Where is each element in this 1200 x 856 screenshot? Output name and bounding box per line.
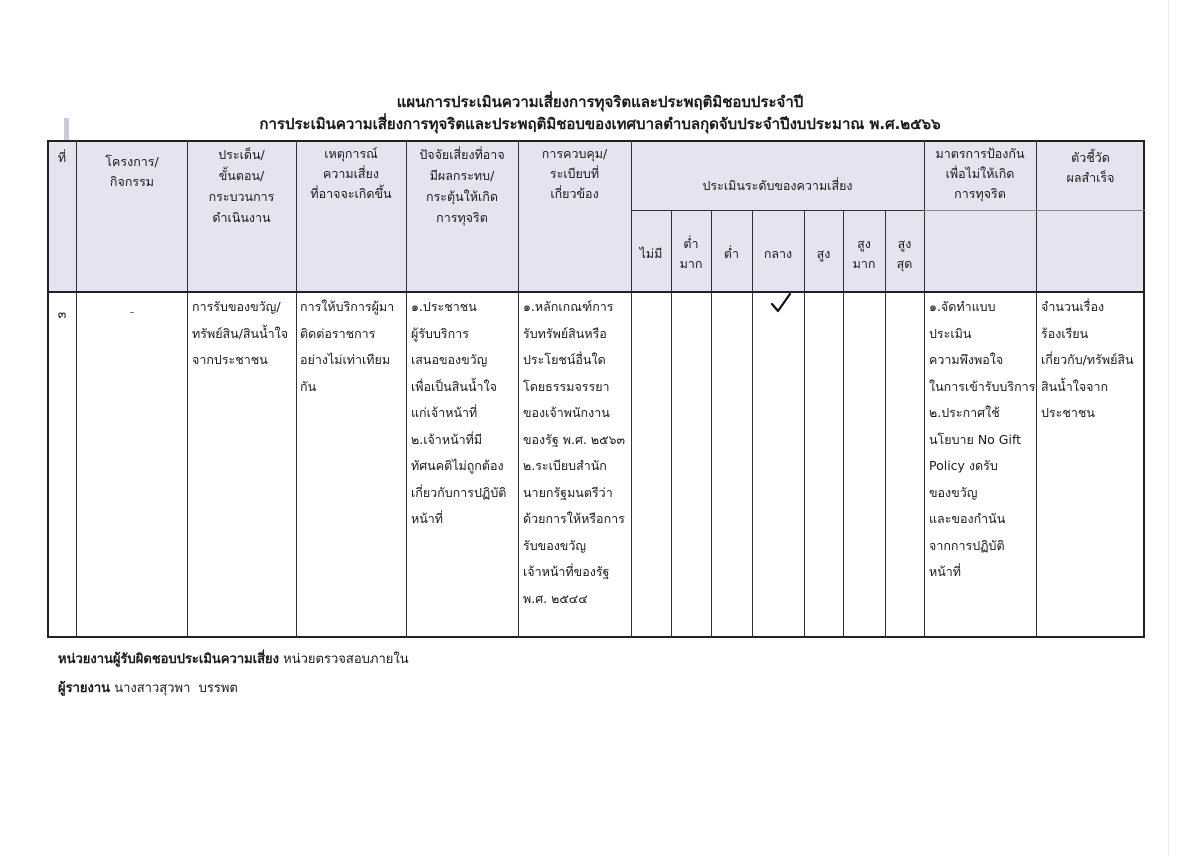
row-indicator: จำนวนเรื่อง ร้องเรียน เกี่ยวกับ/ทรัพย์สิน สินน้ำใจจาก ประชาชน [1041,299,1134,420]
responsible-unit-label: หน่วยงานผู้รับผิดชอบประเมินความเสี่ยง [58,652,280,667]
header-assessment: ประเมินระดับของความเสี่ยง [702,178,853,193]
level-high: สูง [816,246,831,261]
row-event: การให้บริการผู้มา ติดต่อราชการ อย่างไม่เท่าเทียมกัน [300,299,395,394]
reporter-line [58,677,238,698]
row-divider [924,210,1145,211]
row-project: - [129,304,135,319]
col-divider [711,210,712,638]
header-no: ที่ [57,150,67,165]
reporter-label: ผู้รายงาน [58,681,111,696]
checkmark-icon [770,292,792,314]
level-very-low: ต่ำ มาก [679,236,703,271]
responsible-unit-line [58,648,409,669]
level-low: ต่ำ [723,246,740,261]
level-highest: สูง สุด [896,236,913,271]
row-factor: ๑.ประชาชน ผู้รับบริการ เสนอของขวัญ เพื่อเป็นสินน้ำใจ แก่เจ้าหน้าที่ ๒.เจ้าหน้าที่มี ทัศนคติไม่ถูกต้อง เกี่ยวกับการปฏิบัติ หน้าที่ [411,299,507,526]
header-bottom-border [47,291,1145,293]
document-subtitle: การประเมินความเสี่ยงการทุจริตและประพฤติมิชอบของเทศบาลตำบลกุดจับประจำปีงบประมาณ พ.ศ.๒๕๖๖ [259,115,941,133]
col-divider [76,140,77,638]
row-prevention: ๑.จัดทำแบบ ประเมิน ความพึงพอใจ ในการเข้ารับบริการ ๒.ประกาศใช้ นโยบาย No Gift Policy งดรับ ของขวัญ และของกำนัน จากการปฏิบัติ หน้าที่ [929,299,1036,579]
col-divider [843,210,844,638]
level-medium: กลาง [763,246,793,261]
header-indicator: ตัวชี้วัด ผลสำเร็จ [1066,150,1115,185]
header-project: โครงการ/ กิจกรรม [105,154,159,189]
header-factor: ปัจจัยเสี่ยงที่อาจ มีผลกระทบ/ กระตุ้นให้เกิด การทุจริต [419,147,505,225]
row-divider [631,210,924,211]
col-divider [804,210,805,638]
col-divider [752,210,753,638]
scan-mark [64,118,69,140]
row-control: ๑.หลักเกณฑ์การ รับทรัพย์สินหรือ ประโยชน์อื่นใด โดยธรรมจรรยา ของเจ้าพนักงาน ของรัฐ พ.ศ. ๒๕๖๓ ๒.ระเบียบสำนัก นายกรัฐมนตรีว่า ด้วยการให้หรือการ รับของขวัญ เจ้าหน้าที่ของรัฐ พ.ศ. ๒๕๔๔ [523,299,626,606]
col-divider [631,140,632,638]
header-issue: ประเด็น/ ขั้นตอน/ กระบวนการ ดำเนินงาน [208,147,275,225]
reporter-value: นางสาวสุวพา บรรพต [114,681,238,696]
header-event: เหตุการณ์ ความเสี่ยง ที่อาจจะเกิดขึ้น [310,146,392,201]
col-divider [885,210,886,638]
header-prevention: มาตรการป้องกัน เพื่อไม่ให้เกิด การทุจริต [935,146,1025,201]
level-very-high: สูง มาก [852,236,876,271]
header-control: การควบคุม/ ระเบียบที่ เกี่ยวข้อง [541,146,608,201]
document-title: แผนการประเมินความเสี่ยงการทุจริตและประพฤติมิชอบประจำปี [396,93,804,111]
row-issue: การรับของขวัญ/ ทรัพย์สิน/สินน้ำใจ จากประชาชน [192,299,289,367]
responsible-unit-value: หน่วยตรวจสอบภายใน [283,652,409,667]
col-divider [671,210,672,638]
level-none: ไม่มี [639,246,663,261]
row-no: ๓ [57,306,67,321]
